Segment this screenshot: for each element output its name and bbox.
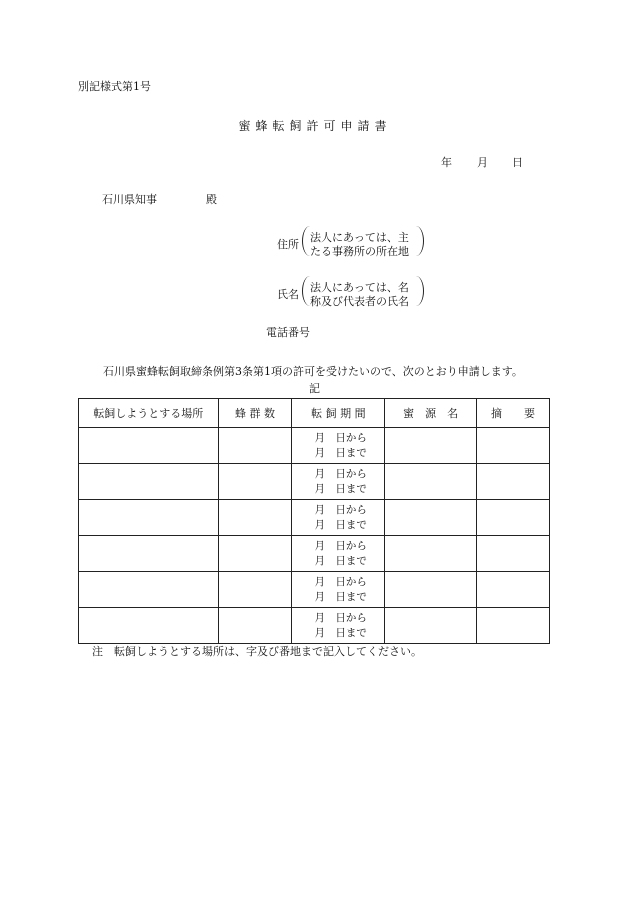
address-label: 住所 [277, 238, 299, 251]
footnote: 注 転飼しようとする場所は、字及び番地まで記入してください。 [92, 645, 422, 658]
date-month-label: 月 [477, 156, 488, 169]
nectar-source-cell[interactable] [385, 572, 477, 608]
nectar-source-cell[interactable] [385, 608, 477, 644]
colony-count-cell[interactable] [218, 464, 292, 500]
table-row [79, 608, 550, 644]
date-day-label: 日 [512, 156, 523, 169]
header-colony-count: 蜂 群 数 [218, 399, 292, 428]
table-row [79, 572, 550, 608]
address-note-line1: 法人にあっては、主 [310, 231, 409, 244]
period-from: 月 日から [314, 575, 367, 588]
address-note-line2: たる事務所の所在地 [310, 245, 409, 258]
period-to: 月 日まで [314, 626, 367, 639]
period-from: 月 日から [314, 539, 367, 552]
header-remarks: 摘 要 [477, 399, 550, 428]
remarks-cell[interactable] [477, 428, 550, 464]
period-cell[interactable] [292, 608, 385, 644]
remarks-cell[interactable] [477, 536, 550, 572]
period-to: 月 日まで [314, 446, 367, 459]
ki-heading: 記 [309, 382, 320, 395]
document-title: 蜜蜂転飼許可申請書 [238, 119, 392, 133]
date-year-label: 年 [441, 156, 452, 169]
location-cell[interactable] [79, 464, 219, 500]
table-row [79, 536, 550, 572]
table-row [79, 500, 550, 536]
location-cell[interactable] [79, 500, 219, 536]
nectar-source-cell[interactable] [385, 500, 477, 536]
period-cell[interactable] [292, 572, 385, 608]
location-cell[interactable] [79, 428, 219, 464]
remarks-cell[interactable] [477, 608, 550, 644]
period-from: 月 日から [314, 467, 367, 480]
period-to: 月 日まで [314, 518, 367, 531]
period-cell[interactable] [292, 464, 385, 500]
remarks-cell[interactable] [477, 500, 550, 536]
addressee-honorific: 殿 [206, 193, 217, 206]
period-from: 月 日から [314, 431, 367, 444]
name-note-line1: 法人にあっては、名 [310, 281, 409, 294]
table-row [79, 464, 550, 500]
period-cell[interactable] [292, 428, 385, 464]
header-period: 転 飼 期 間 [292, 399, 385, 428]
period-cell[interactable] [292, 536, 385, 572]
period-from: 月 日から [314, 503, 367, 516]
period-cell[interactable] [292, 500, 385, 536]
period-to: 月 日まで [314, 482, 367, 495]
location-cell[interactable] [79, 608, 219, 644]
remarks-cell[interactable] [477, 464, 550, 500]
colony-count-cell[interactable] [218, 428, 292, 464]
colony-count-cell[interactable] [218, 572, 292, 608]
form-number: 別記様式第1号 [78, 80, 151, 93]
header-location: 転飼しようとする場所 [79, 399, 219, 428]
phone-label: 電話番号 [266, 326, 310, 339]
nectar-source-cell[interactable] [385, 428, 477, 464]
application-table [78, 398, 550, 644]
table-header-row [79, 399, 550, 428]
location-cell[interactable] [79, 572, 219, 608]
name-label: 氏名 [277, 288, 299, 301]
period-from: 月 日から [314, 611, 367, 624]
period-to: 月 日まで [314, 554, 367, 567]
colony-count-cell[interactable] [218, 500, 292, 536]
period-to: 月 日まで [314, 590, 367, 603]
colony-count-cell[interactable] [218, 536, 292, 572]
nectar-source-cell[interactable] [385, 464, 477, 500]
name-note-line2: 称及び代表者の氏名 [310, 295, 409, 308]
addressee-name: 石川県知事 [102, 193, 157, 206]
table-row [79, 428, 550, 464]
application-statement: 石川県蜜蜂転飼取締条例第3条第1項の許可を受けたいので、次のとおり申請します。 [103, 365, 523, 378]
colony-count-cell[interactable] [218, 608, 292, 644]
location-cell[interactable] [79, 536, 219, 572]
header-nectar-source: 蜜 源 名 [385, 399, 477, 428]
remarks-cell[interactable] [477, 572, 550, 608]
nectar-source-cell[interactable] [385, 536, 477, 572]
